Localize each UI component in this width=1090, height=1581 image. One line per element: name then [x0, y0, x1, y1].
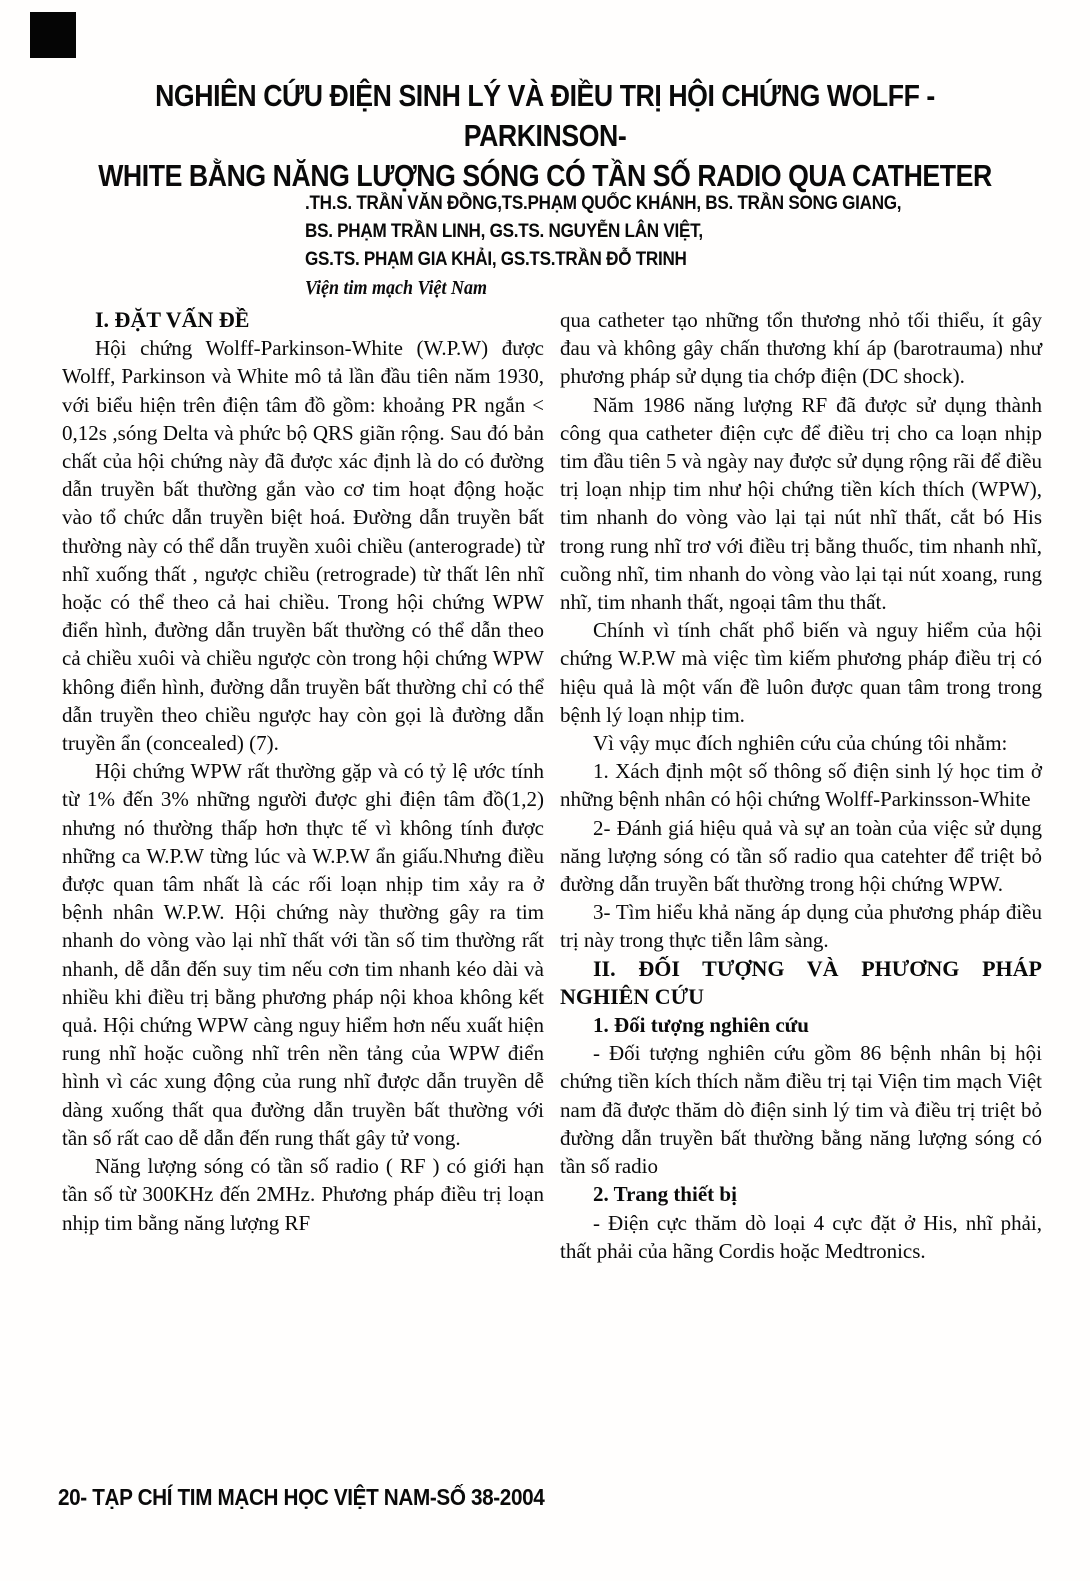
- paragraph: Vì vậy mục đích nghiên cứu của chúng tôi nhằm:: [593, 731, 1008, 756]
- paragraph: 1. Xách định một số thông số điện sinh lý học tim ở những bệnh nhân có hội chứng Wolff-Parkinsson-White: [560, 759, 1042, 812]
- paragraph: - Điện cực thăm dò loại 4 cực đặt ở His, nhĩ phải, thất phải của hãng Cordis hoặc Medtronics.: [560, 1210, 1042, 1263]
- author-lines: [305, 190, 971, 274]
- paragraph: Chính vì tính chất phổ biến và nguy hiểm của hội chứng W.P.W mà việc tìm kiếm phương pháp điều trị có hiệu quả là một vấn đề luôn được quan tâm trong trong bệnh lý loạn nhịp tim.: [560, 618, 1042, 727]
- author-line: .TH.S. TRẦN VĂN ĐỒNG,TS.PHẠM QUỐC KHÁNH, BS. TRẦN SONG GIANG,: [305, 193, 902, 214]
- authors-block: [305, 190, 971, 302]
- paragraph: - Đối tượng nghiên cứu gồm 86 bệnh nhân bị hội chứng tiền kích thích nằm điều trị tại Viện tim mạch Việt nam đã được thăm dò điện sinh lý tim và điều trị triệt bỏ đường dẫn truyền bất thường bằng năng lượng sóng có tần số radio: [560, 1041, 1042, 1179]
- paragraph: Hội chứng WPW rất thường gặp và có tỷ lệ ước tính từ 1% đến 3% những người được ghi điện tâm đồ(1,2) nhưng nó thường thấp hơn thực tế vì không tính được những ca W.P.W từng lúc và W.P.W ẩn giấu.Nhưng điều được quan tâm nhất là các rối loạn nhịp tim xảy ra ở bệnh nhân W.P.W. Hội chứng này thường gây ra tim nhanh do vòng vào lại nhĩ thất với tần số tim thường rất nhanh, dễ dẫn đến suy tim nếu cơn tim nhanh kéo dài và nhiều khi điều trị bằng phương pháp nội khoa không kết quả. Hội chứng WPW càng nguy hiểm hơn nếu xuất hiện rung nhĩ hoặc cuồng nhĩ trên nền tảng của WPW điển hình vì các xung động của rung nhĩ được dẫn truyền dễ dàng xuống thất qua đường dẫn truyền bất thường với tần số rất cao dễ dẫn đến rung thất gây tử vong.: [62, 759, 544, 1150]
- article-title: [76, 76, 1013, 196]
- page-footer: 20- TẠP CHÍ TIM MẠCH HỌC VIỆT NAM-SỐ 38-2004: [58, 1484, 545, 1510]
- sub-heading: 2. Trang thiết bị: [593, 1182, 737, 1207]
- paragraph: 3- Tìm hiểu khả năng áp dụng của phương pháp điều trị này trong thực tiễn lâm sàng.: [560, 900, 1042, 953]
- article-body: [62, 306, 1042, 1265]
- paragraph: Năm 1986 năng lượng RF đã được sử dụng thành công qua catheter điện cực để điều trị cho ca loạn nhịp tim đầu tiên 5 và ngày nay được sử dụng rộng rãi để điều trị loạn nhịp tim như hội chứng tiền kích thích (WPW), tim nhanh do vòng vào lại tại nút nhĩ thất, cắt bó His trong rung nhĩ trơ với điều trị bằng thuốc, tim nhanh nhĩ, cuồng nhĩ, tim nhanh do vòng vào lại tại nút xoang, rung nhĩ, tim nhanh thất, ngoại tâm thu thất.: [560, 392, 1042, 615]
- article-title-line-1: NGHIÊN CỨU ĐIỆN SINH LÝ VÀ ĐIỀU TRỊ HỘI CHỨNG WOLFF - PARKINSON-: [155, 78, 935, 153]
- sub-heading: 1. Đối tượng nghiên cứu: [593, 1013, 809, 1038]
- paragraph: qua catheter tạo những tổn thương nhỏ tối thiểu, ít gây đau và không gây chấn thương khí áp (barotrauma) như phương pháp sử dụng tia chớp điện (DC shock).: [560, 308, 1042, 389]
- affiliation: Viện tim mạch Việt Nam: [305, 277, 488, 299]
- article-title-line-2: WHITE BẰNG NĂNG LƯỢNG SÓNG CÓ TẦN SỐ RADIO QUA CATHETER: [98, 158, 992, 193]
- section-heading: II. ĐỐI TƯỢNG VÀ PHƯƠNG PHÁP NGHIÊN CỨU: [560, 955, 1042, 1009]
- left-column: [62, 306, 544, 1265]
- author-line: GS.TS. PHẠM GIA KHẢI, GS.TS.TRẦN ĐỖ TRINH: [305, 249, 687, 270]
- paragraph: 2- Đánh giá hiệu quả và sự an toàn của việc sử dụng năng lượng sóng có tần số radio qua catehter để triệt bỏ đường dẫn truyền bất thường trong hội chứng WPW.: [560, 815, 1042, 897]
- section-heading: I. ĐẶT VẤN ĐỀ: [95, 307, 250, 332]
- author-line: BS. PHẠM TRẦN LINH, GS.TS. NGUYỄN LÂN VIỆT,: [305, 221, 703, 242]
- scan-artifact-square: [30, 12, 76, 58]
- paragraph: Hội chứng Wolff-Parkinson-White (W.P.W) được Wolff, Parkinson và White mô tả lần đầu tiên năm 1930, với biểu hiện trên điện tâm đồ gồm: khoảng PR ngắn < 0,12s ,sóng Delta và phức bộ QRS giãn rộng. Sau đó bản chất của hội chứng này đã được xác định là do có đường dẫn truyền bất thường gắn vào cơ tim hoạt động hoặc vào tổ chức dẫn truyền biệt hoá. Đường dẫn truyền bất thường này có thể dẫn truyền xuôi chiều (anterograde) từ nhĩ xuống thất , ngược chiều (retrograde) từ thất lên nhĩ hoặc có thể theo cả hai chiều. Trong hội chứng WPW điển hình, đường dẫn truyền bất thường có thể dẫn theo cả chiều xuôi và chiều ngược còn trong hội chứng WPW không điển hình, đường dẫn truyền bất thường chỉ có thể dẫn truyền theo chiều ngược hay còn gọi là đường dẫn truyền ẩn (concealed) (7).: [62, 336, 544, 756]
- right-column: [560, 306, 1042, 1265]
- paragraph: Năng lượng sóng có tần số radio ( RF ) có giới hạn tần số từ 300KHz đến 2MHz. Phương pháp điều trị loạn nhịp tim bằng năng lượng RF: [62, 1154, 544, 1235]
